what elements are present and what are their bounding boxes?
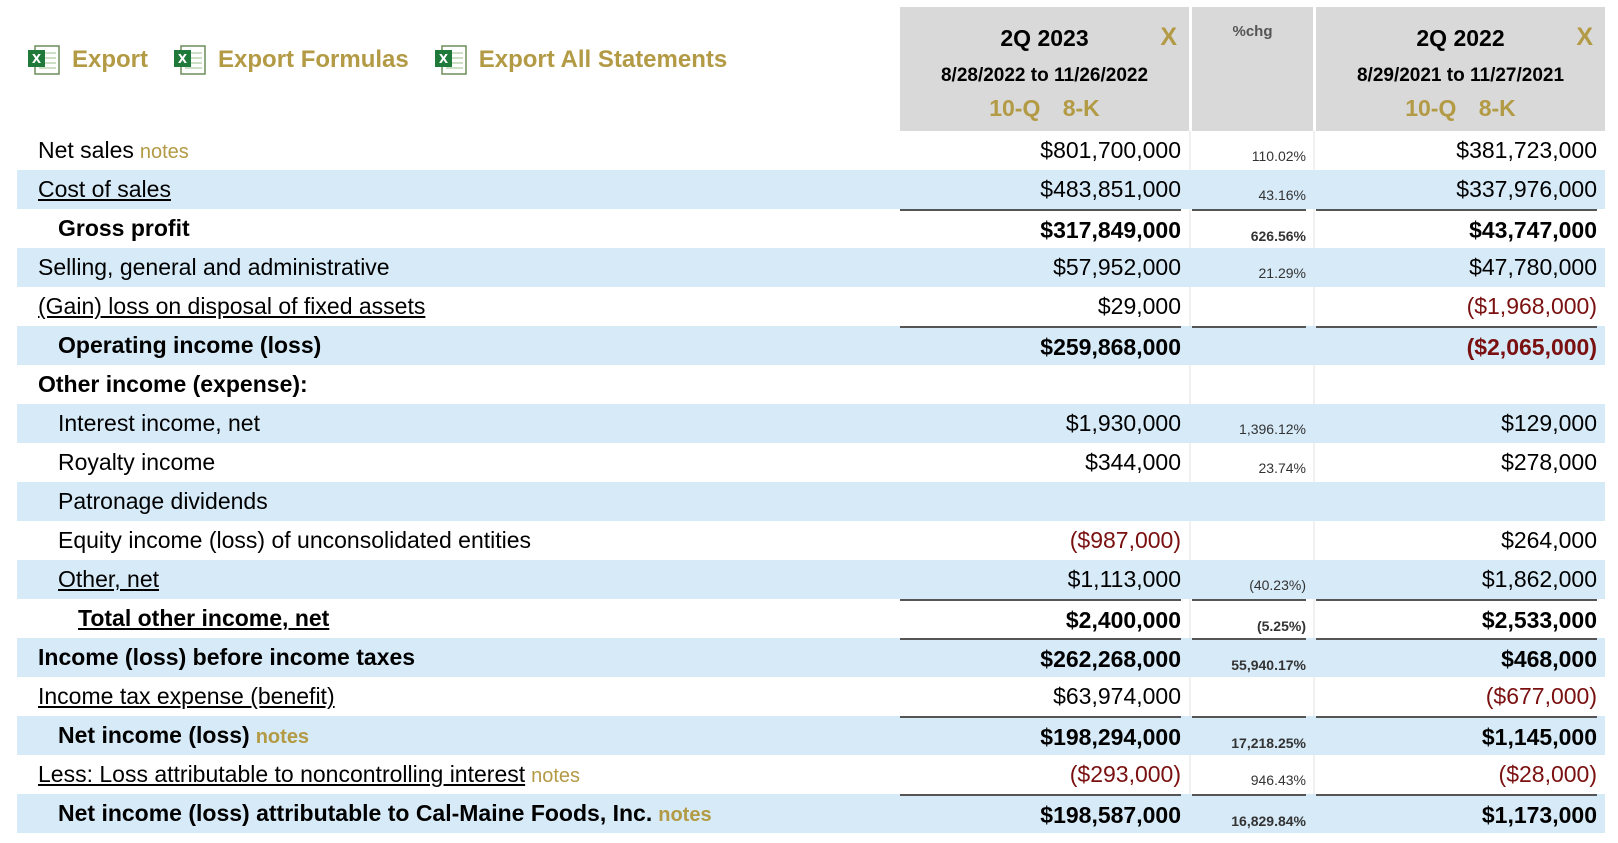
row-label-link[interactable]: Less: Loss attributable to noncontrolling interest xyxy=(38,761,526,787)
period-range: 8/29/2021 to 11/27/2021 xyxy=(1356,65,1565,86)
section-heading: Other income (expense): xyxy=(38,371,308,397)
current-value: $344,000 xyxy=(1085,449,1181,475)
row-label: Interest income, net xyxy=(58,410,260,436)
pct-change: 21.29% xyxy=(1258,265,1306,281)
notes-link[interactable]: notes xyxy=(658,804,712,826)
table-row xyxy=(17,131,1605,170)
pct-change: 23.74% xyxy=(1258,460,1306,476)
svg-text:X: X xyxy=(438,52,448,66)
svg-text:X: X xyxy=(177,52,188,66)
table-row xyxy=(17,170,1605,209)
pct-change: 55,940.17% xyxy=(1192,638,1306,677)
row-label: Net income (loss) attributable to Cal-Maine Foods, Inc. notes xyxy=(58,800,712,826)
row-label: Income (loss) before income taxes xyxy=(38,644,416,670)
table-row xyxy=(17,443,1605,482)
column-header-current xyxy=(900,7,1189,131)
column-header-prior xyxy=(1316,7,1605,131)
filing-links xyxy=(900,95,1189,122)
current-value: $801,700,000 xyxy=(1040,137,1181,163)
table-row xyxy=(17,716,1605,755)
prior-value: $129,000 xyxy=(1501,410,1597,436)
svg-text:X: X xyxy=(31,52,42,66)
current-value: $63,974,000 xyxy=(1053,683,1181,709)
current-value: $198,587,000 xyxy=(900,794,1181,833)
prior-value: $264,000 xyxy=(1501,527,1597,553)
close-column-button[interactable]: X xyxy=(1576,23,1593,51)
current-value: $198,294,000 xyxy=(900,716,1181,755)
table-row xyxy=(17,365,1605,404)
pct-change: 17,218.25% xyxy=(1192,716,1306,755)
excel-icon xyxy=(26,42,62,78)
prior-value: $1,862,000 xyxy=(1481,566,1597,592)
prior-value: $337,976,000 xyxy=(1456,176,1597,202)
filing-link-10q[interactable]: 10-Q xyxy=(1405,95,1457,121)
pct-change: 946.43% xyxy=(1250,772,1306,788)
table-row xyxy=(17,560,1605,599)
pct-change: (40.23%) xyxy=(1249,577,1306,593)
table-row xyxy=(17,677,1605,716)
row-label: Gross profit xyxy=(58,215,190,241)
table-row xyxy=(17,248,1605,287)
prior-value: $43,747,000 xyxy=(1316,209,1597,248)
notes-link[interactable]: notes xyxy=(255,726,310,748)
row-label: Net income (loss) notes xyxy=(58,722,310,748)
close-column-button[interactable]: X xyxy=(1160,23,1177,51)
income-statement-table xyxy=(17,131,1605,833)
pct-change xyxy=(1192,326,1306,365)
row-label-link[interactable]: Cost of sales xyxy=(38,176,171,202)
pct-change: 16,829.84% xyxy=(1192,794,1306,833)
period-title: 2Q 2023 xyxy=(1000,25,1089,51)
period-title: 2Q 2022 xyxy=(1416,25,1505,51)
prior-value: $468,000 xyxy=(1316,638,1597,677)
current-value: $1,113,000 xyxy=(1067,566,1181,592)
table-row xyxy=(17,287,1605,326)
row-label xyxy=(38,755,580,794)
table-row xyxy=(17,638,1605,677)
prior-value: $381,723,000 xyxy=(1456,137,1597,163)
prior-value: $278,000 xyxy=(1501,449,1597,475)
table-row xyxy=(17,794,1605,833)
current-value: $1,930,000 xyxy=(1065,410,1181,436)
prior-value: ($1,968,000) xyxy=(1466,293,1597,319)
pct-change: (5.25%) xyxy=(1192,599,1306,638)
table-row xyxy=(17,521,1605,560)
export-toolbar xyxy=(26,40,751,80)
prior-value: $2,533,000 xyxy=(1316,599,1597,638)
current-value: ($293,000) xyxy=(1069,761,1181,787)
table-row xyxy=(17,209,1605,248)
current-value: $483,851,000 xyxy=(1040,176,1181,202)
excel-icon xyxy=(433,42,469,78)
current-value: $317,849,000 xyxy=(900,209,1181,248)
excel-icon xyxy=(172,42,208,78)
row-label-link[interactable]: Other, net xyxy=(58,566,160,592)
row-label: Operating income (loss) xyxy=(58,332,322,358)
filing-link-10q[interactable]: 10-Q xyxy=(989,95,1041,121)
current-value: $262,268,000 xyxy=(900,638,1181,677)
pct-change: 43.16% xyxy=(1258,187,1306,203)
filing-link-8k[interactable]: 8-K xyxy=(1062,95,1100,121)
prior-value: $1,173,000 xyxy=(1316,794,1597,833)
table-row xyxy=(17,599,1605,638)
pct-change: 1,396.12% xyxy=(1239,421,1306,437)
current-value: ($987,000) xyxy=(1069,527,1181,553)
filing-links xyxy=(1316,95,1605,122)
row-label-link[interactable]: Total other income, net xyxy=(78,605,330,631)
table-row xyxy=(17,404,1605,443)
column-header-pct-change xyxy=(1192,7,1313,131)
table-row xyxy=(17,326,1605,365)
table-row xyxy=(17,482,1605,521)
pct-change-header: %chg xyxy=(1232,23,1273,40)
row-label: Patronage dividends xyxy=(58,488,268,514)
row-label: Royalty income xyxy=(58,449,216,475)
notes-link[interactable]: notes xyxy=(531,765,581,787)
prior-value: $47,780,000 xyxy=(1469,254,1597,280)
current-value: $259,868,000 xyxy=(900,326,1181,365)
prior-value: $1,145,000 xyxy=(1316,716,1597,755)
export-all-statements-label: Export All Statements xyxy=(478,46,728,73)
pct-change: 110.02% xyxy=(1251,148,1306,164)
period-range: 8/28/2022 to 11/26/2022 xyxy=(940,65,1149,86)
row-label: Equity income (loss) of unconsolidated entities xyxy=(58,527,532,553)
export-button[interactable] xyxy=(26,42,148,78)
current-value: $2,400,000 xyxy=(900,599,1181,638)
notes-link[interactable]: notes xyxy=(139,141,189,163)
row-label-link[interactable]: (Gain) loss on disposal of fixed assets xyxy=(38,293,426,319)
row-label-link[interactable]: Income tax expense (benefit) xyxy=(38,683,335,709)
export-all-statements-button[interactable] xyxy=(433,42,728,78)
row-label: Net sales notes xyxy=(38,137,189,163)
prior-value: ($28,000) xyxy=(1498,761,1597,787)
export-label: Export xyxy=(72,46,149,73)
current-value: $29,000 xyxy=(1097,293,1181,319)
prior-value: ($677,000) xyxy=(1485,683,1597,709)
table-row xyxy=(17,755,1605,794)
current-value: $57,952,000 xyxy=(1053,254,1181,280)
row-label: Selling, general and administrative xyxy=(38,254,390,280)
prior-value: ($2,065,000) xyxy=(1316,326,1597,365)
filing-link-8k[interactable]: 8-K xyxy=(1478,95,1516,121)
pct-change: 626.56% xyxy=(1192,209,1306,248)
export-formulas-label: Export Formulas xyxy=(218,46,409,73)
export-formulas-button[interactable] xyxy=(172,42,409,78)
